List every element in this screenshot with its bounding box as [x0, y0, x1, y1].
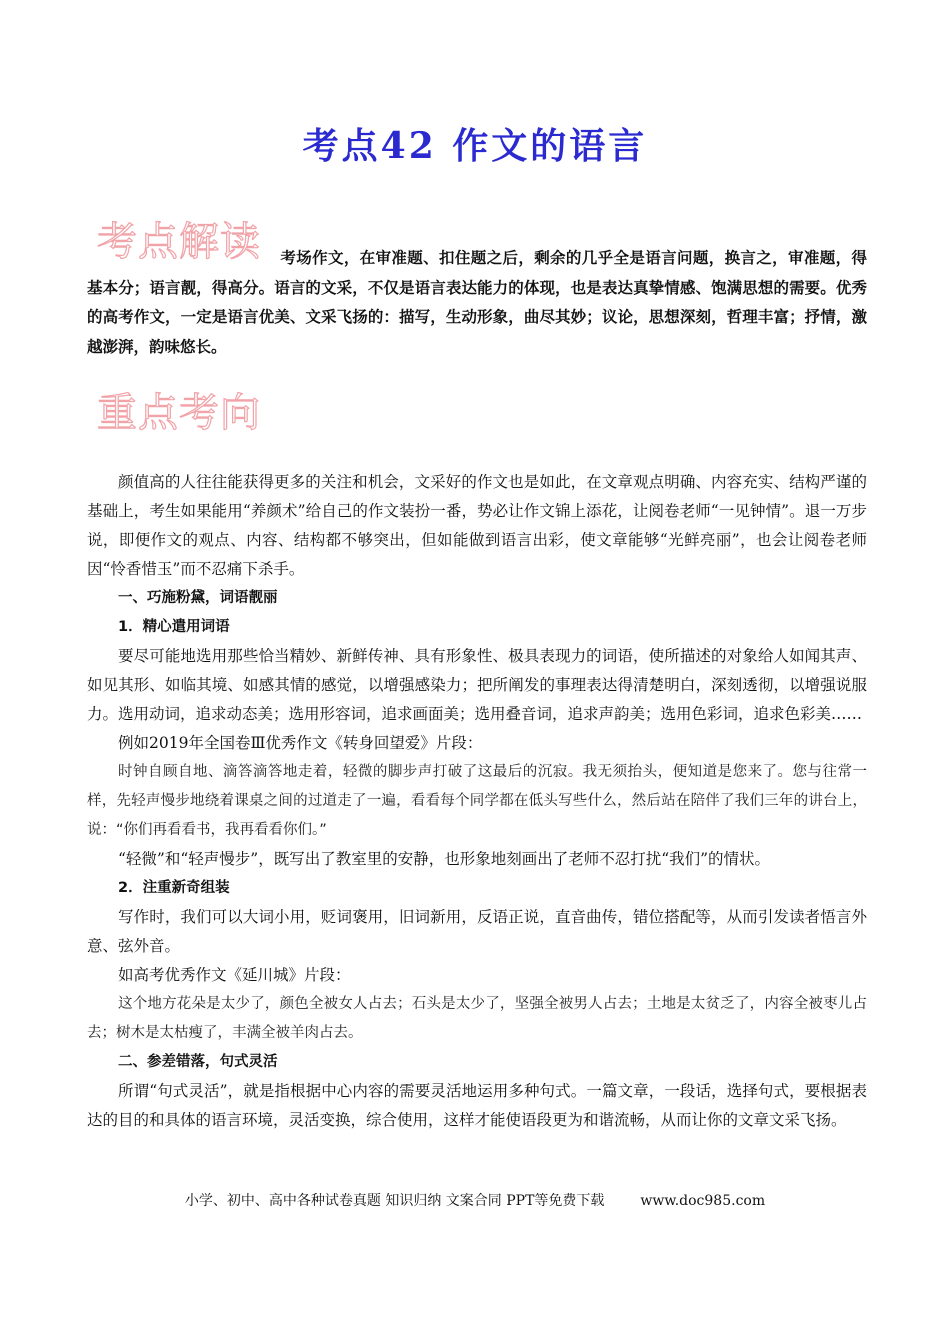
section-heading: 一、巧施粉黛，词语靓丽	[118, 590, 278, 606]
intro-text: 考场作文，在审准题、扣住题之后，剩余的几乎全是语言问题，换言之，审准题，得基本分；语言靓，得高分。语言的文采，不仅是语言表达能力的体现，也是表达真挚情感、饱满思想的需要。优秀的高考作文，一定是语言优美、文采飞扬的：描写，生动形象，曲尽其妙；议论，思想深刻，哲理丰富；抒情，激越澎湃，韵味悠长。	[87, 248, 867, 356]
page-footer	[0, 1190, 950, 1210]
section-badge-interpretation: 考点解读	[97, 219, 261, 265]
paragraph: 写作时，我们可以大词小用，贬词褒用，旧词新用，反语正说，直音曲传，错位搭配等，从而引发读者悟言外意、弦外音。	[87, 908, 867, 955]
intro-paragraph	[87, 243, 867, 361]
body-content	[87, 468, 867, 1135]
section-badge-key-points: 重点考向	[97, 390, 261, 436]
paragraph: “轻微”和“轻声慢步”，既写出了教室里的安静，也形象地刻画出了老师不忍打扰“我们”的情状。	[118, 850, 771, 868]
page-title: 考点42 作文的语言	[302, 125, 648, 167]
example-quote: 时钟自顾自地、滴答滴答地走着，轻微的脚步声打破了这最后的沉寂。我无须抬头，便知道是您来了。您与往常一样，先轻声慢步地绕着课桌之间的过道走了一遍，看看每个同学都在低头写些什么，然后站在陪伴了我们三年的讲台上，说：“你们再看看书，我再看看你们。”	[87, 764, 867, 838]
footer-text: 小学、初中、高中各种试卷真题 知识归纳 文案合同 PPT等免费下载	[184, 1193, 605, 1209]
example-quote: 这个地方花朵是太少了，颜色全被女人占去；石头是太少了，坚强全被男人占去；土地是太贫乏了，内容全被枣儿占去；树木是太枯瘦了，丰满全被羊肉占去。	[87, 996, 867, 1041]
subsection-heading: 1．精心遣用词语	[118, 619, 230, 635]
paragraph: 如高考优秀作文《延川城》片段：	[118, 966, 351, 984]
subsection-heading: 2．注重新奇组装	[118, 880, 230, 896]
paragraph: 例如2019年全国卷Ⅲ优秀作文《转身回望爱》片段：	[118, 734, 483, 752]
paragraph: 颜值高的人往往能获得更多的关注和机会，文采好的作文也是如此，在文章观点明确、内容充实、结构严谨的基础上，考生如果能用“养颜术”给自己的作文装扮一番，势必让作文锦上添花，让阅卷老师“一见钟情”。退一万步说，即便作文的观点、内容、结构都不够突出，但如能做到语言出彩，使文章能够“光鲜亮丽”，也会让阅卷老师因“怜香惜玉”而不忍痛下杀手。	[87, 473, 867, 578]
paragraph: 要尽可能地选用那些恰当精妙、新鲜传神、具有形象性、极具表现力的词语，使所描述的对象给人如闻其声、如见其形、如临其境、如感其情的感觉，以增强感染力；把所阐发的事理表达得清楚明白，深刻透彻，以增强说服力。选用动词，追求动态美；选用形容词，追求画面美；选用叠音词，追求声韵美；选用色彩词，追求色彩美……	[87, 647, 867, 723]
footer-url[interactable]: www.doc985.com	[640, 1193, 766, 1209]
paragraph: 所谓“句式灵活”，就是指根据中心内容的需要灵活地运用多种句式。一篇文章，一段话，选择句式，要根据表达的目的和具体的语言环境，灵活变换，综合使用，这样才能使语段更为和谐流畅，从而让你的文章文采飞扬。	[87, 1082, 867, 1129]
section-heading: 二、参差错落，句式灵活	[118, 1054, 278, 1070]
